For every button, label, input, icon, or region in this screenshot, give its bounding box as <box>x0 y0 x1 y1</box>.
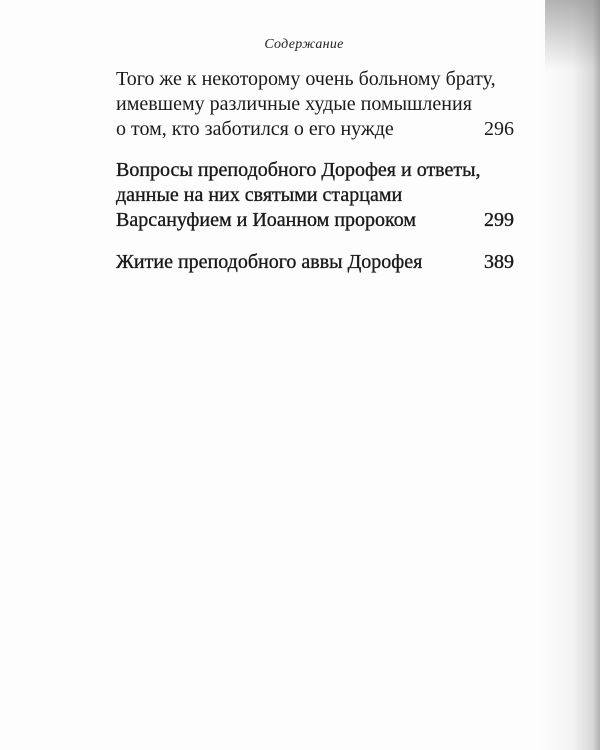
toc-entry-last-line <box>116 250 514 275</box>
table-of-contents <box>116 67 514 275</box>
toc-entry-last-line <box>116 117 514 142</box>
page-edge-shadow <box>540 0 600 750</box>
toc-entry <box>116 67 514 142</box>
page-corner-shadow <box>545 0 600 70</box>
toc-entry <box>116 158 514 233</box>
toc-entry <box>116 250 514 275</box>
toc-entry-line: Варсануфием и Иоанном пророком <box>116 209 416 231</box>
toc-page-number: 296 <box>484 118 514 140</box>
running-head: Содержание <box>264 37 344 52</box>
toc-entry-last-line <box>116 208 514 233</box>
toc-page-number: 299 <box>484 209 514 231</box>
toc-entry-line: Житие преподобного аввы Дорофея <box>116 251 423 273</box>
toc-entry-line: Вопросы преподобного Дорофея и ответы, <box>116 159 481 181</box>
toc-entry-line: имевшему различные худые помышления <box>116 93 472 115</box>
toc-entry-line: данные на них святыми старцами <box>116 184 403 206</box>
toc-entry-line: Того же к некоторому очень больному брату, <box>116 68 496 90</box>
toc-entry-line: о том, кто заботился о его нужде <box>116 118 394 140</box>
toc-page-number: 389 <box>484 251 514 273</box>
